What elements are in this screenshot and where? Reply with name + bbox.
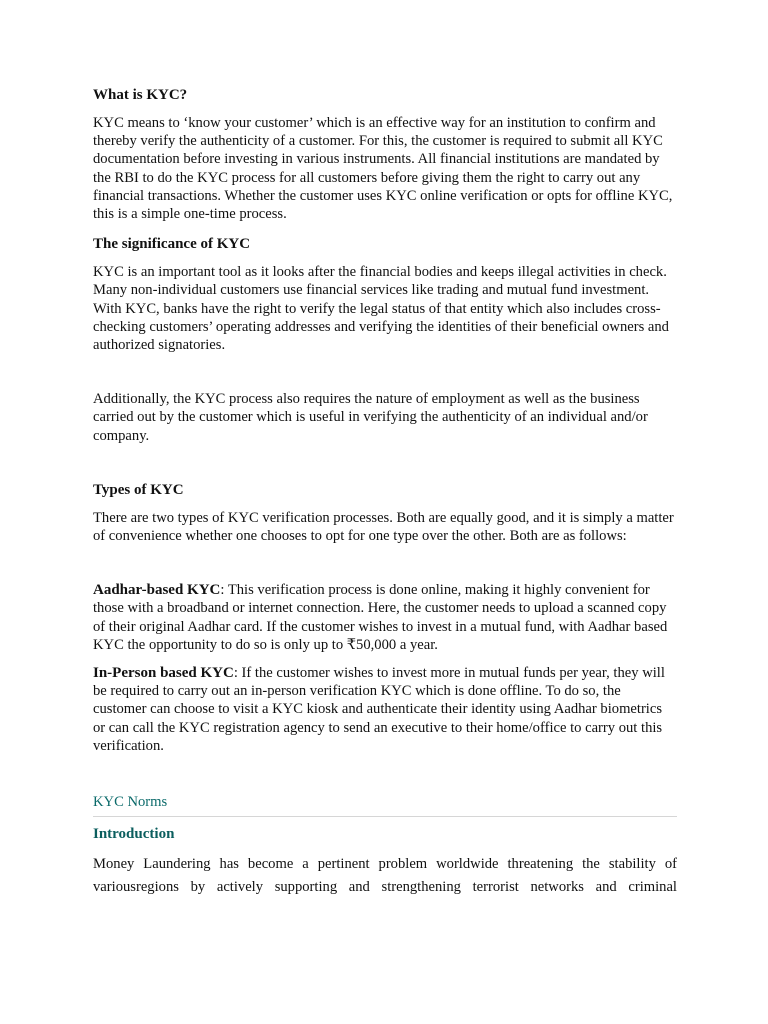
paragraph-significance-2: Additionally, the KYC process also requires the nature of employment as well as the business carried out by the customer which is useful in verifying the authenticity of an individual and/or company. xyxy=(93,391,648,444)
kyc-norms-link[interactable]: KYC Norms xyxy=(93,793,677,817)
paragraph-aadhar-kyc xyxy=(93,581,677,654)
paragraph-types-of-kyc: There are two types of KYC verification processes. Both are equally good, and it is simply a matter of convenience whether one chooses to opt for one type over the other. Both are as follows: xyxy=(93,509,674,545)
aadhar-kyc-label: Aadhar-based KYC xyxy=(93,582,221,599)
document-page xyxy=(93,86,677,899)
introduction-line-2: variousregions by actively supporting and strengthening terrorist networks and criminal xyxy=(93,879,677,896)
paragraph-introduction xyxy=(93,853,677,899)
heading-significance: The significance of KYC xyxy=(93,236,251,253)
in-person-kyc-label: In-Person based KYC xyxy=(93,665,234,682)
heading-types-of-kyc: Types of KYC xyxy=(93,481,184,498)
paragraph-in-person-kyc xyxy=(93,664,677,755)
heading-what-is-kyc: What is KYC? xyxy=(93,87,188,103)
paragraph-significance-1: KYC is an important tool as it looks after the financial bodies and keeps illegal activities in check. Many non-individual customers use financial services like trading and mutual fund investment. With KYC, banks have the right to verify the legal status of that entity which also includes cross-checking customers’ operating addresses and verifying the identities of their beneficial owners and authorized signatories. xyxy=(93,264,669,354)
heading-introduction: Introduction xyxy=(93,826,175,843)
introduction-line-1: Money Laundering has become a pertinent problem worldwide threatening the stability of xyxy=(93,856,677,873)
paragraph-what-is-kyc: KYC means to ‘know your customer’ which is an effective way for an institution to confirm and thereby verify the authenticity of a customer. For this, the customer is required to submit all KYC documentation before investing in various instruments. All financial institutions are mandated by the RBI to do the KYC process for all customers before giving them the right to carry out any financial transactions. Whether the customer uses KYC online verification or opts for offline KYC, this is a simple one-time process. xyxy=(93,115,673,223)
aadhar-kyc-text: : This verification process is done online, making it highly convenient for those with a broadband or internet connection. Here, the customer needs to upload a scanned copy of their original Aadhar card. If the customer wishes to invest in a mutual fund, with Aadhar based KYC the opportunity to do so is only up to ₹50,000 a year. xyxy=(93,582,668,653)
in-person-kyc-text: : If the customer wishes to invest more in mutual funds per year, they will be required to carry out an in-person verification KYC which is done offline. To do so, the customer can choose to visit a KYC kiosk and authenticate their identity using Aadhar biometrics or can call the KYC registration agency to send an executive to their home/office to carry out this verification. xyxy=(93,665,665,754)
